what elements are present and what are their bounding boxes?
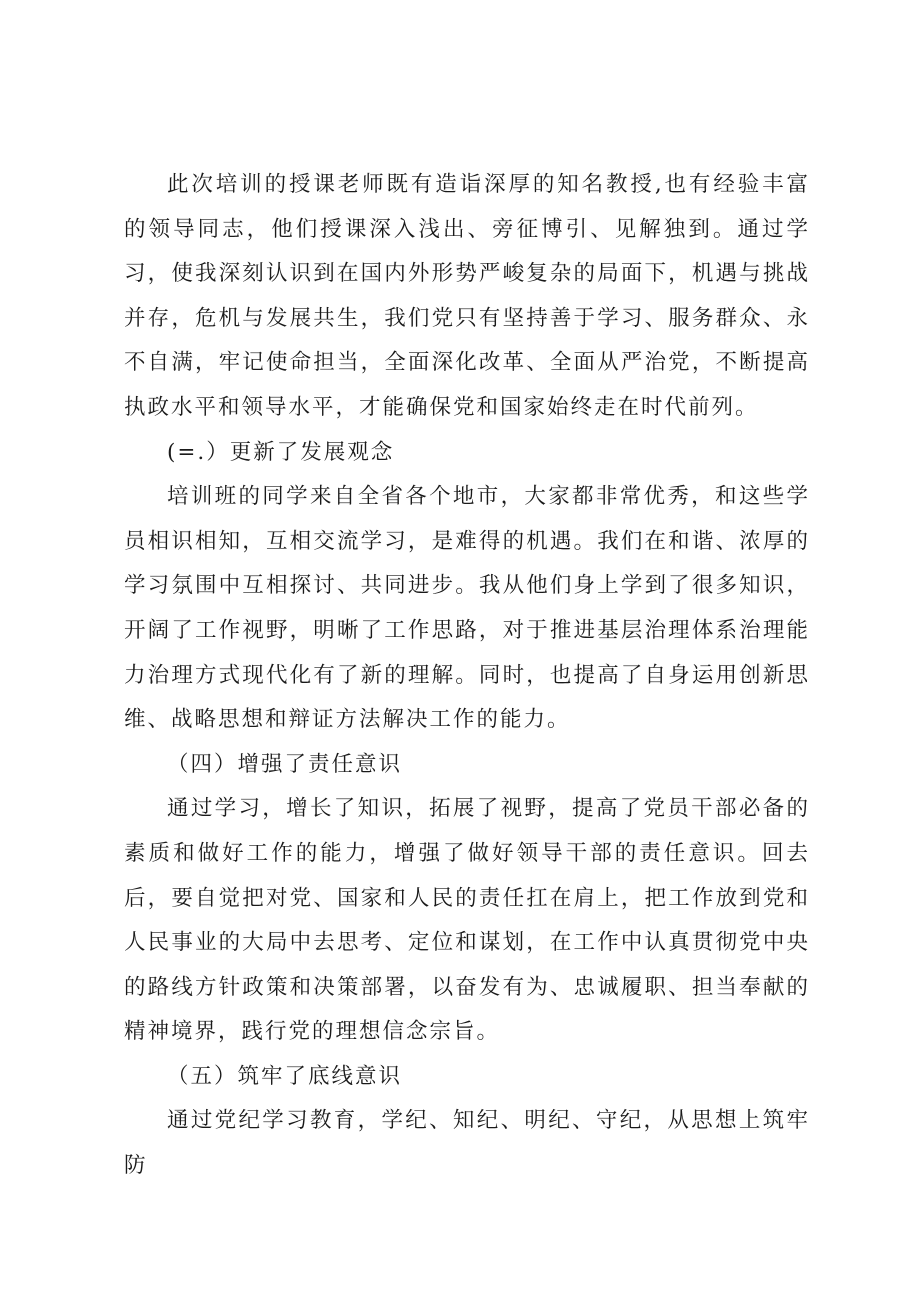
document-body bbox=[124, 163, 810, 1189]
paragraph-responsibility: 通过学习，增长了知识，拓展了视野，提高了党员干部必备的素质和做好工作的能力，增强了做好领导干部的责任意识。回去后，要自觉把对党、国家和人民的责任扛在肩上，把工作放到党和人民事业的大局中去思考、定位和谋划，在工作中认真贯彻党中央的路线方针政策和决策部署，以奋发有为、忠诚履职、担当奉献的精神境界，践行党的理想信念宗旨。 bbox=[124, 796, 810, 1045]
section-heading-development-concept: (=.）更新了发展观念 bbox=[167, 439, 395, 465]
paragraph-training-teachers: 此次培训的授课老师既有造诣深厚的知名教授,也有经验丰富的领导同志，他们授课深入浅出、旁征博引、见解独到。通过学习，使我深刻认识到在国内外形势严峻复杂的局面下，机遇与挑战并存，危机与发展共生，我们党只有坚持善于学习、服务群众、永不自满，牢记使命担当，全面深化改革、全面从严治党，不断提高执政水平和领导水平，才能确保党和国家始终走在时代前列。 bbox=[124, 172, 810, 420]
paragraph-discipline-education: 通过党纪学习教育，学纪、知纪、明纪、守纪，从思想上筑牢防 bbox=[124, 1108, 810, 1179]
paragraph-classmates-exchange: 培训班的同学来自全省各个地市，大家都非常优秀，和这些学员相识相知，互相交流学习，是难得的机遇。我们在和谐、浓厚的学习氛围中互相探讨、共同进步。我从他们身上学到了很多知识，开阔了工作视野，明晰了工作思路，对于推进基层治理体系治理能力治理方式现代化有了新的理解。同时，也提高了自身运用创新思维、战略思想和辩证方法解决工作的能力。 bbox=[124, 484, 810, 733]
section-heading-responsibility: （四）增强了责任意识 bbox=[167, 751, 403, 777]
section-heading-bottom-line: （五）筑牢了底线意识 bbox=[167, 1063, 403, 1089]
